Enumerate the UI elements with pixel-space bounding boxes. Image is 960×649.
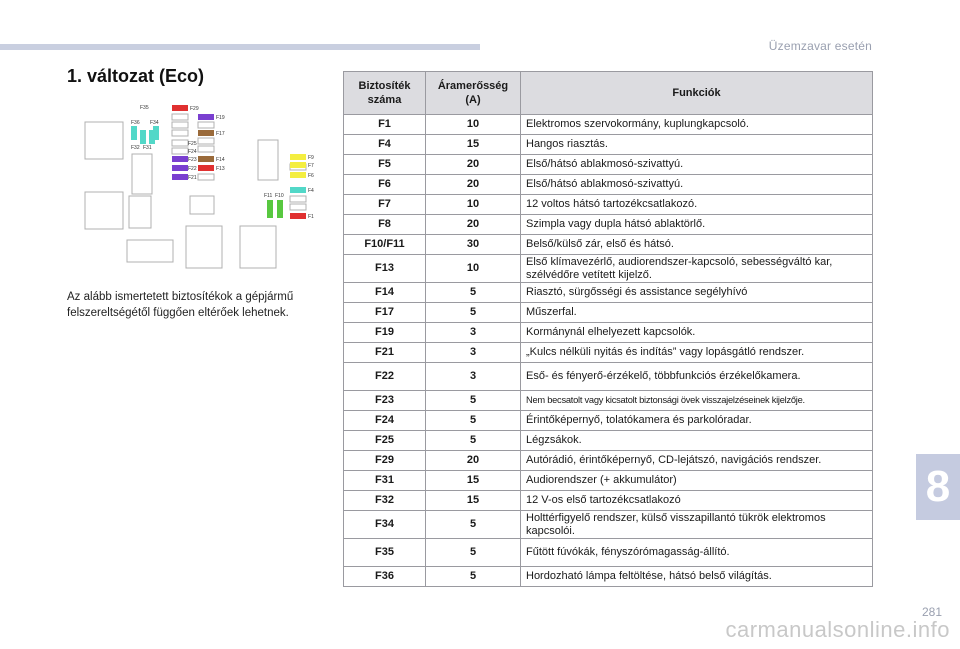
- table-row: [344, 323, 873, 343]
- fuse-amperage: 5: [426, 431, 521, 451]
- fuse-number: F24: [344, 411, 426, 431]
- fuse-function: Műszerfal.: [521, 303, 873, 323]
- fuse-function: Légzsákok.: [521, 431, 873, 451]
- fuse-function: Első klímavezérlő, audiorendszer-kapcsoló, sebességváltó kar, szélvédőre vetített kijelző.: [521, 255, 873, 283]
- fuse-amperage: 3: [426, 343, 521, 363]
- fuse-number: F1: [344, 115, 426, 135]
- fuse-f10: [277, 200, 283, 218]
- relay-outline: [198, 146, 214, 152]
- fuse-number: F17: [344, 303, 426, 323]
- fuse-amperage: 10: [426, 195, 521, 215]
- fuse-number: F35: [344, 539, 426, 567]
- fuse-number: F5: [344, 155, 426, 175]
- label-f14: F14: [216, 157, 225, 163]
- fuse-function: „Kulcs nélküli nyitás és indítás” vagy lopásgátló rendszer.: [521, 343, 873, 363]
- relay-outline: [172, 114, 188, 120]
- fuse-amperage: 10: [426, 115, 521, 135]
- fuse-number: F13: [344, 255, 426, 283]
- fuse-f32: [140, 130, 146, 144]
- label-f34: F34: [150, 120, 159, 126]
- label-f29: F29: [190, 106, 199, 112]
- equipment-note: Az alább ismertetett biztosítékok a gépjármű felszereltségétől függően eltérőek lehetnek.: [67, 291, 294, 319]
- table-row: [344, 115, 873, 135]
- label-f35: F35: [140, 105, 149, 111]
- section-title: Üzemzavar esetén: [768, 39, 872, 53]
- fuse-function: Első/hátsó ablakmosó-szivattyú.: [521, 155, 873, 175]
- fuse-number: F14: [344, 283, 426, 303]
- table-row: [344, 175, 873, 195]
- table-row: [344, 255, 873, 283]
- fuse-function: 12 V-os első tartozékcsatlakozó: [521, 491, 873, 511]
- label-f7: F7: [308, 163, 314, 169]
- fuse-function: Kormánynál elhelyezett kapcsolók.: [521, 323, 873, 343]
- fuse-f7: [290, 162, 306, 168]
- fuse-number: F19: [344, 323, 426, 343]
- fuse-f25: [172, 140, 188, 146]
- fuse-amperage: 3: [426, 323, 521, 343]
- watermark: carmanualsonline.info: [725, 617, 950, 642]
- fuse-function: 12 voltos hátsó tartozékcsatlakozó.: [521, 195, 873, 215]
- fuse-function: Belső/külső zár, első és hátsó.: [521, 235, 873, 255]
- fuse-f23: [172, 156, 188, 162]
- fuse-function: Hangos riasztás.: [521, 135, 873, 155]
- table-row: [344, 471, 873, 491]
- fuse-number: F29: [344, 451, 426, 471]
- label-f32: F32: [131, 145, 140, 151]
- fuse-f29: [172, 105, 188, 111]
- fuse-table: [343, 71, 873, 587]
- fuse-f24: [172, 148, 188, 154]
- fuse-amperage: 20: [426, 451, 521, 471]
- fuse-amperage: 5: [426, 411, 521, 431]
- relay-outline: [290, 196, 306, 202]
- fuse-number: F34: [344, 511, 426, 539]
- fuse-number: F10/F11: [344, 235, 426, 255]
- fuse-number: F22: [344, 363, 426, 391]
- table-row: [344, 155, 873, 175]
- fuse-f14: [198, 156, 214, 162]
- table-row: [344, 235, 873, 255]
- fuse-function: Riasztó, sürgősségi és assistance segélyhívó: [521, 283, 873, 303]
- relay-outline: [198, 138, 214, 144]
- table-row: [344, 343, 873, 363]
- table-row: [344, 303, 873, 323]
- fuse-f9: [290, 154, 306, 160]
- fuse-amperage: 5: [426, 283, 521, 303]
- relay-outline: [198, 122, 214, 128]
- label-f25: F25: [188, 141, 197, 147]
- relay-outline: [85, 192, 123, 229]
- fuse-f21: [172, 174, 188, 180]
- fuse-f19: [198, 114, 214, 120]
- label-f13: F13: [216, 166, 225, 172]
- relay-outline: [258, 140, 278, 180]
- label-f24: F24: [188, 149, 197, 155]
- fuse-function: Szimpla vagy dupla hátsó ablaktörlő.: [521, 215, 873, 235]
- page-number: 281: [921, 605, 942, 619]
- fuse-function: Autórádió, érintőképernyő, CD-lejátszó, navigációs rendszer.: [521, 451, 873, 471]
- fuse-box-diagram: [80, 100, 320, 272]
- chapter-tab: 8: [916, 454, 960, 520]
- relay-outline: [190, 196, 214, 214]
- relay-outline: [186, 226, 222, 268]
- fuse-function: Fűtött fúvókák, fényszórómagasság-állító.: [521, 539, 873, 567]
- fuse-amperage: 20: [426, 155, 521, 175]
- fuse-number: F31: [344, 471, 426, 491]
- relay-outline: [290, 204, 306, 210]
- fuse-f11: [267, 200, 273, 218]
- fuse-function: Eső- és fényerő-érzékelő, többfunkciós érzékelőkamera.: [521, 363, 873, 391]
- page-title: 1. változat (Eco): [67, 66, 205, 86]
- fuse-number: F23: [344, 391, 426, 411]
- label-f11: F11: [264, 193, 273, 199]
- relay-outline: [127, 240, 173, 262]
- table-row: [344, 135, 873, 155]
- fuse-function: Hordozható lámpa feltöltése, hátsó belső világítás.: [521, 567, 873, 587]
- fuse-amperage: 15: [426, 471, 521, 491]
- relay-outline: [198, 174, 214, 180]
- fuse-amperage: 5: [426, 539, 521, 567]
- table-row: [344, 283, 873, 303]
- fuse-function: Első/hátsó ablakmosó-szivattyú.: [521, 175, 873, 195]
- fuse-amperage: 20: [426, 215, 521, 235]
- fuse-f17: [198, 130, 214, 136]
- table-row: [344, 391, 873, 411]
- fuse-number: F32: [344, 491, 426, 511]
- fuse-f4: [290, 187, 306, 193]
- fuse-amperage: 15: [426, 491, 521, 511]
- relay-outline: [172, 122, 188, 128]
- label-f6: F6: [308, 173, 314, 179]
- fuse-f13: [198, 165, 214, 171]
- table-row: [344, 195, 873, 215]
- fuse-number: F21: [344, 343, 426, 363]
- table-row: [344, 491, 873, 511]
- fuse-amperage: 3: [426, 363, 521, 391]
- label-f19: F19: [216, 115, 225, 121]
- table-row: [344, 539, 873, 567]
- label-f36: F36: [131, 120, 140, 126]
- fuse-number: F4: [344, 135, 426, 155]
- relay-outline: [85, 122, 123, 159]
- fuse-number: F8: [344, 215, 426, 235]
- fuse-f6: [290, 172, 306, 178]
- fuse-function: Holttérfigyelő rendszer, külső visszapillantó tükrök elektromos kapcsolói.: [521, 511, 873, 539]
- relay-outline: [172, 130, 188, 136]
- fuse-f1: [290, 213, 306, 219]
- table-row: [344, 511, 873, 539]
- fuse-amperage: 5: [426, 567, 521, 587]
- fuse-function: Érintőképernyő, tolatókamera és parkolóradar.: [521, 411, 873, 431]
- label-f9: F9: [308, 155, 314, 161]
- label-f17: F17: [216, 131, 225, 137]
- label-f21: F21: [188, 175, 197, 181]
- label-f10: F10: [275, 193, 284, 199]
- table-row: [344, 411, 873, 431]
- relay-outline: [240, 226, 276, 268]
- fuse-amperage: 30: [426, 235, 521, 255]
- fuse-number: F25: [344, 431, 426, 451]
- fuse-number: F6: [344, 175, 426, 195]
- fuse-function: Elektromos szervokormány, kuplungkapcsoló.: [521, 115, 873, 135]
- fuse-function: Audiorendszer (+ akkumulátor): [521, 471, 873, 491]
- label-f4: F4: [308, 188, 314, 194]
- table-row: [344, 567, 873, 587]
- fuse-f22: [172, 165, 188, 171]
- fuse-amperage: 15: [426, 135, 521, 155]
- label-f31: F31: [143, 145, 152, 151]
- fuse-number: F36: [344, 567, 426, 587]
- col-header-functions: Funkciók: [521, 72, 873, 115]
- fuse-amperage: 5: [426, 303, 521, 323]
- fuse-amperage: 5: [426, 391, 521, 411]
- fuse-f34: [153, 126, 159, 140]
- table-row: [344, 451, 873, 471]
- table-row: [344, 431, 873, 451]
- relay-outline: [132, 154, 152, 194]
- col-header-amperage: Áramerősség (A): [426, 72, 521, 115]
- table-header-row: [344, 72, 873, 115]
- label-f1: F1: [308, 214, 314, 220]
- fuse-number: F7: [344, 195, 426, 215]
- label-f23: F23: [188, 157, 197, 163]
- fuse-f36: [131, 126, 137, 140]
- fuse-amperage: 10: [426, 255, 521, 283]
- relay-outline: [129, 196, 151, 228]
- table-row: [344, 363, 873, 391]
- fuse-amperage: 20: [426, 175, 521, 195]
- label-f22: F22: [188, 166, 197, 172]
- fuse-amperage: 5: [426, 511, 521, 539]
- table-row: [344, 215, 873, 235]
- col-header-fuse-number: Biztosíték száma: [344, 72, 426, 115]
- fuse-function: Nem becsatolt vagy kicsatolt biztonsági övek visszajelzéseinek kijelzője.: [521, 391, 873, 411]
- header-bar: [0, 44, 480, 50]
